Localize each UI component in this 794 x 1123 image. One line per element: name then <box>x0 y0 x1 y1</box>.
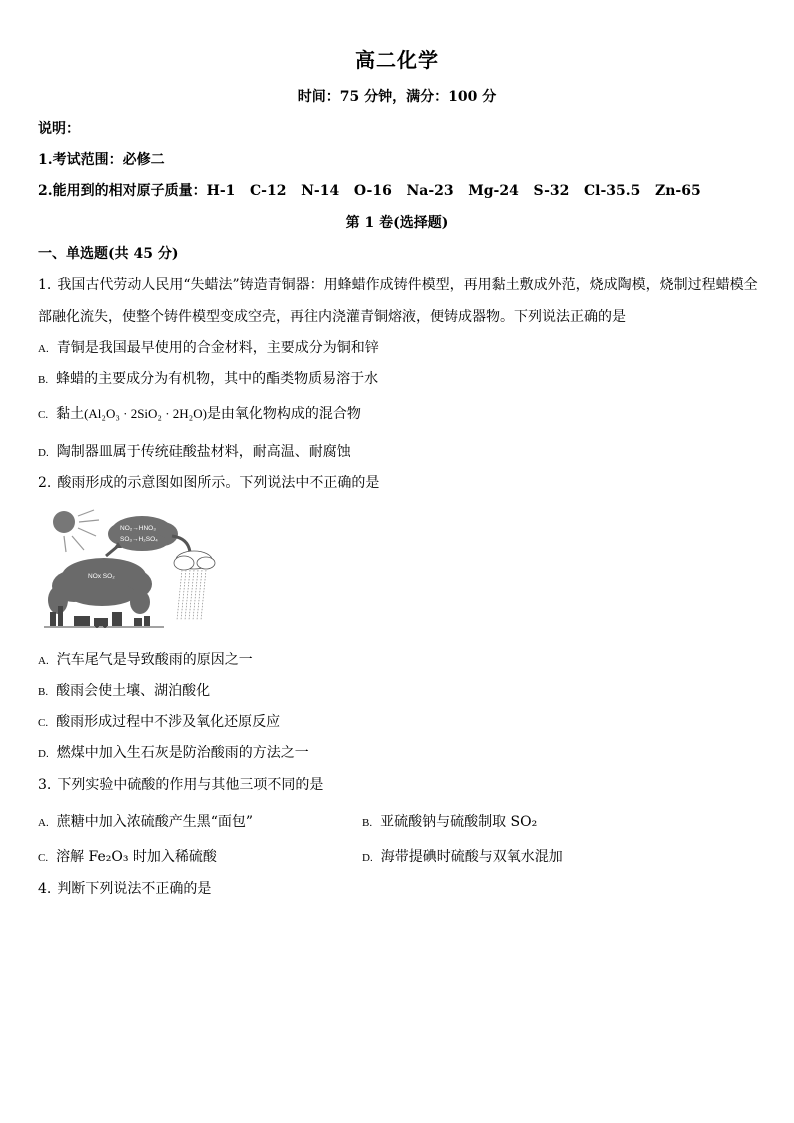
q2-option-b[interactable] <box>38 680 210 700</box>
q2-option-a[interactable] <box>38 649 253 669</box>
mass-item: O-16 <box>353 183 392 199</box>
mass-item: N-14 <box>301 183 340 199</box>
option-label: D. <box>38 447 49 459</box>
option-label: A. <box>38 655 49 667</box>
option-label: B. <box>362 817 373 829</box>
mass-item: S-32 <box>533 183 570 199</box>
sun-icon <box>53 511 75 533</box>
option-text: 是由氧化物构成的混合物 <box>206 406 361 422</box>
option-label: D. <box>38 748 49 760</box>
q2-option-c[interactable] <box>38 711 280 731</box>
option-text: 海带提碘时硫酸与双氧水混加 <box>380 849 563 865</box>
q2-option-d[interactable] <box>38 742 309 762</box>
option-label: C. <box>38 852 49 864</box>
rain-cloud <box>174 551 215 570</box>
question-2 <box>38 472 379 492</box>
acid-rain-drops <box>177 570 206 620</box>
notes-scope: 1.考试范围：必修二 <box>38 152 165 168</box>
smoke-label: NOx SO₂ <box>88 573 115 580</box>
q3-option-c[interactable] <box>38 846 217 866</box>
q3-option-b[interactable] <box>362 811 537 831</box>
option-label: B. <box>38 374 49 386</box>
masses-prefix: 2.能用到的相对原子质量： <box>38 183 207 199</box>
option-label: C. <box>38 717 49 729</box>
cloud-reaction-2: SO₃→H₂SO₄ <box>120 536 158 543</box>
pollution-smoke <box>48 558 152 614</box>
question-number: 3. <box>38 777 52 793</box>
question-text: 下列实验中硫酸的作用与其他三项不同的是 <box>57 777 324 793</box>
mass-item: Mg-24 <box>468 183 519 199</box>
option-label: D. <box>362 852 373 864</box>
q1-option-b[interactable] <box>38 368 378 388</box>
time-info: 时间：75 分钟，满分：100 分 <box>297 89 497 105</box>
question-text: 酸雨形成的示意图如图所示。下列说法中不正确的是 <box>57 475 380 491</box>
exam-title: 高二化学 <box>355 48 439 72</box>
option-text: 黏土 <box>56 406 85 422</box>
acid-rain-diagram <box>44 508 216 628</box>
mass-item: Cl-35.5 <box>584 183 641 199</box>
option-text: 蜂蜡的主要成分为有机物，其中的酯类物质易溶于水 <box>56 371 379 387</box>
mass-item: Zn-65 <box>655 183 701 199</box>
question-1 <box>38 274 758 294</box>
cloud-reaction-1: NO₂→HNO₃ <box>120 525 156 532</box>
option-label: C. <box>38 409 49 421</box>
clay-formula: (Al₂O₃ · 2SiO₂ · 2H₂O) <box>84 406 207 421</box>
option-text: 青铜是我国最早使用的合金材料，主要成分为铜和锌 <box>56 340 379 356</box>
option-text: 溶解 Fe₂O₃ 时加入稀硫酸 <box>56 849 217 865</box>
question-number: 4. <box>38 881 52 897</box>
option-label: A. <box>38 817 49 829</box>
q1-option-d[interactable] <box>38 441 351 461</box>
mass-item: C-12 <box>250 183 287 199</box>
option-text: 陶制器皿属于传统硅酸盐材料，耐高温、耐腐蚀 <box>56 444 351 460</box>
volume-heading: 第 1 卷(选择题) <box>345 215 449 231</box>
notes-heading: 说明： <box>38 121 80 137</box>
question-3 <box>38 774 323 794</box>
question-text: 判断下列说法不正确的是 <box>57 881 212 897</box>
question-number: 2. <box>38 475 52 491</box>
part-heading: 一、单选题(共 45 分) <box>38 246 179 262</box>
option-label: B. <box>38 686 49 698</box>
option-text: 汽车尾气是导致酸雨的原因之一 <box>56 652 253 668</box>
question-4 <box>38 878 211 898</box>
question-1-cont: 部融化流失，使整个铸件模型变成空壳，再往内浇灌青铜熔液，便铸成器物。下列说法正确的是 <box>38 309 626 325</box>
question-number: 1. <box>38 277 52 293</box>
option-text: 蔗糖中加入浓硫酸产生黑“面包” <box>56 814 254 830</box>
q3-option-a[interactable] <box>38 811 253 831</box>
q3-option-d[interactable] <box>362 846 563 866</box>
option-text: 亚硫酸钠与硫酸制取 SO₂ <box>380 814 538 830</box>
notes-masses <box>38 180 701 200</box>
mass-item: H-1 <box>206 183 236 199</box>
option-text: 酸雨会使土壤、湖泊酸化 <box>56 683 211 699</box>
q1-option-a[interactable] <box>38 337 379 357</box>
option-label: A. <box>38 343 49 355</box>
option-text: 酸雨形成过程中不涉及氧化还原反应 <box>56 714 281 730</box>
q1-option-c[interactable] <box>38 403 361 423</box>
question-text: 我国古代劳动人民用“失蜡法”铸造青铜器：用蜂蜡作成铸件模型，再用黏土敷成外范，烧成陶模，烧制过程蜡模全 <box>57 277 758 293</box>
option-text: 燃煤中加入生石灰是防治酸雨的方法之一 <box>56 745 309 761</box>
mass-item: Na-23 <box>406 183 454 199</box>
